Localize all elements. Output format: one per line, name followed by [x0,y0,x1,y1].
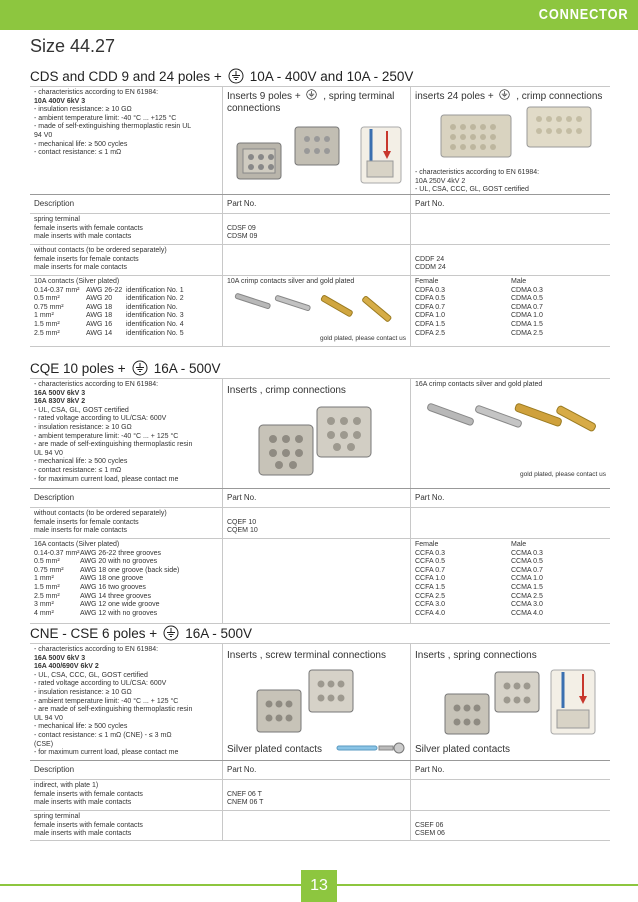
crimp-contacts-title: 10A crimp contacts silver and gold plated [227,278,355,285]
section1-title-b: 10A - 400V and 10A - 250V [249,68,414,84]
header-part-no: Part No. [410,195,610,213]
table-row [30,507,610,538]
spec-line: - UL, CSA, GL, GOST certified [34,406,129,414]
col3-title-b: , crimp connections [516,91,603,102]
table-row [30,213,610,244]
part-number: CDFA 1.5 [415,320,445,328]
wire-size: 0.75 mm² [34,566,64,574]
part-number: CCMA 3.0 [511,601,543,609]
row-text: male inserts with male contacts [34,830,132,838]
section3-col3-title: Inserts , spring connections [415,650,537,661]
wire-size: 0.5 mm² [34,558,60,566]
header-description: Description [34,199,75,208]
identification: identification No. 5 [126,329,184,337]
table-row-contacts [30,275,610,347]
spec-line: - mechanical life: ≥ 500 cycles [34,140,128,148]
awg: AWG 16 [86,320,113,328]
part-number: CCFA 0.7 [415,566,445,574]
part-number: CCFA 0.3 [415,549,445,557]
header-part-no: Part No. [222,195,410,213]
spec-line: - contact resistance: ≤ 1 mΩ [34,149,122,157]
part-number: CCMA 0.3 [511,549,543,557]
part-number: CDMA 2.5 [511,329,543,337]
row-text: without contacts (to be ordered separately) [34,510,167,517]
section1-title-a: CDS and CDD 9 and 24 poles + [30,68,222,84]
screw-contact-image [335,740,407,756]
section2-heading [30,360,221,376]
male-label: Male [511,278,527,285]
spec-line: - made of self-extinguishing thermoplastic resin UL [34,123,192,131]
section3-col2-image-cell [222,644,410,760]
spec-line: 16A 830V 8kV 2 [34,398,86,406]
spec-line: - are made of self-extinguishing thermoplastic resin [34,706,193,714]
awg: AWG 12 one wide groove [80,601,160,609]
row-text: male inserts for male contacts [34,264,127,272]
spec-line: UL 94 V0 [34,449,63,457]
part-number: CDMA 0.7 [511,303,543,311]
contacts-list [34,550,218,619]
awg: AWG 12 with no grooves [80,609,158,617]
header-part-no: Part No. [222,489,410,507]
row-text: indirect, with plate 1) [34,782,99,789]
section1-col2-image-cell [222,87,410,194]
part-number: CCMA 0.5 [511,558,543,566]
spec-line: - characteristics according to EN 61984: [34,646,159,653]
page-title: Size 44.27 [30,36,116,56]
table-row-contacts [30,538,610,624]
part-number: CCFA 0.5 [415,558,445,566]
identification: identification No. 1 [126,286,184,294]
header-description: Description [34,493,75,502]
ground-icon [499,89,510,100]
col2-title-b: , spring terminal [323,91,395,102]
part-number: CNEF 06 T [227,790,262,798]
row-text: male inserts with male contacts [34,233,132,241]
contacts-title: 16A contacts (Silver plated) [34,541,120,548]
table-row [30,810,610,841]
part-number: CDSM 09 [227,233,258,241]
spec-line: - insulation resistance: ≥ 10 GΩ [34,423,132,431]
header-part-no: Part No. [410,761,610,779]
spec-line: - characteristics according to EN 61984: [34,89,159,96]
part-number: CDMA 1.5 [511,320,543,328]
part-number: CDFA 0.5 [415,295,445,303]
part-number: CDMA 0.5 [511,295,543,303]
section3-title-b: 16A - 500V [185,625,252,641]
wire-size: 1.5 mm² [34,320,60,328]
part-number: CSEF 06 [415,821,444,829]
spec-line: UL 94 V0 [34,714,63,722]
wire-size: 2.5 mm² [34,329,60,337]
section1-crimp-contacts-cell [222,276,410,346]
section3-table [30,643,610,841]
spec-line: - characteristics according to EN 61984: [415,169,540,176]
spec-line: - rated voltage according to UL/CSA: 600V [34,415,167,423]
wire-size: 2.5 mm² [34,592,60,600]
wire-size: 0.5 mm² [34,295,60,303]
part-number: CCFA 2.5 [415,592,445,600]
row-text: female inserts for female contacts [34,255,139,263]
wire-size: 4 mm² [34,609,54,617]
section2-title-b: 16A - 500V [153,360,221,376]
spec-line: - are made of self-extinguishing thermoplastic resin [34,441,193,449]
screw-insert-image [253,666,403,738]
row-text: spring terminal [34,813,80,820]
spec-line: 16A 500V 6kV 3 [34,654,86,662]
part-number: CCFA 4.0 [415,609,445,617]
crimp-contacts-partnumbers [415,278,606,338]
section1-col3-image-cell [410,87,610,194]
spec-line: 94 V0 [34,131,53,139]
section2-table [30,378,610,624]
spec-line: 10A 250V 4kV 2 [415,177,466,185]
section2-specs [30,379,222,488]
header-description: Description [34,765,75,774]
part-number: CQEM 10 [227,527,258,535]
awg: AWG 18 [86,303,113,311]
ground-icon [228,68,244,84]
part-number: CDMA 1.0 [511,312,543,320]
16a-contacts-image [421,393,601,453]
section1-col2-title [227,89,406,115]
part-number: CCMA 1.0 [511,575,543,583]
spec-line: - characteristics according to EN 61984: [34,381,159,388]
part-number: CCFA 1.0 [415,575,445,583]
ground-icon [132,360,148,376]
section2-header-row [30,488,610,507]
wire-size: 0.14-0.37 mm² [34,286,80,294]
table-row [30,244,610,275]
spec-line: - insulation resistance: ≥ 10 GΩ [34,688,132,696]
gold-plated-note: gold plated, please contact us [319,335,406,343]
awg: AWG 20 [86,295,113,303]
col2-title-a: Inserts 9 poles + [227,91,301,102]
section3-heading [30,625,252,641]
part-number: CDDF 24 [415,255,445,263]
contacts-partnumbers [415,541,606,618]
section2-col2-image-cell [222,379,410,488]
identification: identification No. 2 [126,295,184,303]
wire-size: 1.5 mm² [34,583,60,591]
awg: AWG 20 with no grooves [80,558,158,566]
spec-line: - mechanical life: ≥ 500 cycles [34,723,128,731]
row-text: male inserts with male contacts [34,799,132,807]
section2-col3-title: 16A crimp contacts silver and gold plated [415,381,543,388]
male-label: Male [511,541,527,548]
part-number: CDDM 24 [415,264,446,272]
part-number: CCMA 2.5 [511,592,543,600]
section3-title-a: CNE - CSE 6 poles + [30,625,158,641]
section2-col2-title: Inserts , crimp connections [227,385,346,396]
header-part-no: Part No. [222,761,410,779]
section1-heading [30,68,413,84]
part-number: CCFA 3.0 [415,601,445,609]
spec-line: 10A 400V 6kV 3 [34,97,86,105]
section1-header-row [30,194,610,213]
awg: AWG 18 one groove (back side) [80,566,180,574]
part-number: CDFA 0.3 [415,286,445,294]
identification: identification No. [126,303,178,311]
wire-size: 3 mm² [34,601,54,609]
top-banner [0,0,638,30]
section3-col3-image-cell [410,644,610,760]
spec-line: - contact resistance: ≤ 1 mΩ (CNE) - ≤ 3 mΩ [34,731,172,739]
part-number: CQEF 10 [227,518,257,526]
row-text: spring terminal [34,216,80,223]
part-number: CDFA 0.7 [415,303,445,311]
identification: identification No. 3 [126,312,184,320]
contacts-title: 10A contacts (Silver plated) [34,278,120,285]
part-number: CDMA 0.3 [511,286,543,294]
gold-plated-note: gold plated, please contact us [519,471,606,478]
section2-title-a: CQE 10 poles + [30,360,126,376]
awg: AWG 26-22 three grooves [80,549,162,557]
part-number: CDFA 1.0 [415,312,445,320]
spec-line: - ambient temperature limit: -40 °C ... +125 °C [34,114,177,122]
page-number: 13 [301,870,337,902]
female-label: Female [415,278,439,285]
awg: AWG 14 [86,329,113,337]
row-text: male inserts for male contacts [34,527,127,535]
ground-icon [163,625,179,641]
spec-line: - ambient temperature limit: -40 °C ... + 125 °C [34,697,179,705]
row-text: female inserts with female contacts [34,821,143,829]
row-text: female inserts with female contacts [34,790,143,798]
wire-size: 1 mm² [34,312,54,320]
awg: AWG 18 one groove [80,575,144,583]
wire-size: 0.14-0.37 mm² [34,549,80,557]
spec-line: - for maximum current load, please contact me [34,749,179,757]
section1-specs [30,87,222,194]
crimp-contacts-image [231,290,403,334]
spring-insert-image [231,121,407,191]
part-number: CSEM 06 [415,830,445,838]
spring-insert-image [441,668,601,738]
part-number: CCMA 1.5 [511,583,543,591]
part-number: CDSF 09 [227,224,256,232]
awg: AWG 26-22 [86,286,123,294]
female-label: Female [415,541,439,548]
spec-line: - UL, CSA, CCC, GL, GOST certified [415,186,529,194]
silver-plated-note: Silver plated contacts [227,744,323,755]
spec-line: 16A 400/690V 6kV 2 [34,663,99,671]
part-number: CCMA 4.0 [511,609,543,617]
spec-line: - UL, CSA, CCC, GL, GOST certified [34,671,148,679]
part-number: CDFA 2.5 [415,329,445,337]
spec-line: - rated voltage according to UL/CSA: 600V [34,680,167,688]
silver-plated-note: Silver plated contacts [415,744,511,755]
awg: AWG 16 two grooves [80,583,146,591]
contacts-list [34,287,218,339]
table-row [30,779,610,810]
col3-title-a: inserts 24 poles + [415,91,494,102]
col2-title-c: connections [227,103,281,114]
crimp-insert-image [431,103,601,163]
identification: identification No. 4 [126,320,184,328]
spec-line: 16A 500V 6kV 3 [34,389,86,397]
spec-line: - ambient temperature limit: -40 °C ... + 125 °C [34,432,179,440]
ground-icon [306,89,317,100]
brand-label: CONNECTOR [538,6,628,23]
part-number: CCFA 1.5 [415,583,445,591]
section3-col2-title: Inserts , screw terminal connections [227,650,386,661]
header-part-no: Part No. [410,489,610,507]
row-text: female inserts with female contacts [34,224,143,232]
section2-col3-image-cell [410,379,610,488]
wire-size: 1 mm² [34,575,54,583]
spec-line: - contact resistance: ≤ 1 mΩ [34,466,122,474]
cqe-insert-image [253,403,383,483]
part-number: CCMA 0.7 [511,566,543,574]
section1-col3-title [415,89,606,103]
section3-specs [30,644,222,760]
awg: AWG 14 three grooves [80,592,151,600]
spec-line: (CSE) [34,740,54,748]
awg: AWG 18 [86,312,113,320]
row-text: female inserts for female contacts [34,518,139,526]
section1-col3-specs [415,169,539,195]
section3-header-row [30,760,610,779]
spec-line: - for maximum current load, please contact me [34,475,179,483]
wire-size: 0.75 mm² [34,303,64,311]
section1-table [30,86,610,347]
part-number: CNEM 06 T [227,799,264,807]
row-text: without contacts (to be ordered separately) [34,247,167,254]
spec-line: - mechanical life: ≥ 500 cycles [34,458,128,466]
spec-line: - insulation resistance: ≥ 10 GΩ [34,106,132,114]
